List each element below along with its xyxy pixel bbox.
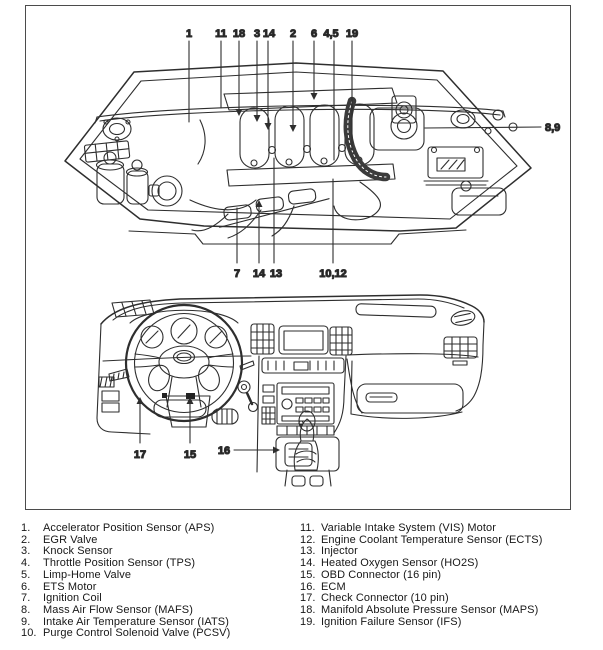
knee-pocket [154, 400, 206, 417]
legend-label: Purge Control Solenoid Valve (PCSV) [43, 627, 231, 640]
glovebox [357, 384, 463, 413]
legend-number: 19. [300, 615, 316, 628]
legend-label: Engine Coolant Temperature Sensor (ECTS) [321, 533, 543, 546]
legend-label: Limp-Home Valve [43, 568, 132, 581]
center-vent-right [330, 327, 352, 355]
radio-unit [277, 383, 334, 424]
callout-6: 6 [310, 28, 318, 40]
legend-number: 17. [300, 592, 316, 605]
legend-number: 15. [300, 568, 316, 581]
callout-15: 15 [183, 449, 197, 461]
passenger-lower-dash [347, 359, 462, 418]
dashboard-diagram [97, 295, 484, 486]
callout-17: 17 [133, 449, 147, 461]
callout-14-bottom: 14 [252, 268, 266, 280]
legend-number: 4. [21, 557, 31, 570]
ignition-key [238, 381, 258, 412]
legend-number: 2. [21, 533, 31, 546]
callout-11: 11 [215, 28, 227, 40]
tweeter-right [450, 309, 476, 328]
legend-number: 10. [21, 627, 37, 640]
legend-item [300, 523, 600, 535]
legend-item [300, 570, 600, 582]
legend-item [21, 605, 296, 617]
battery [424, 147, 488, 185]
legend-label: Variable Intake System (VIS) Motor [321, 522, 496, 534]
legend-label: Manifold Absolute Pressure Sensor (MAPS) [321, 603, 539, 616]
front-body-lip [129, 230, 466, 244]
legend-label: EGR Valve [43, 533, 98, 546]
legend-label: OBD Connector (16 pin) [321, 568, 442, 581]
legend-number: 11. [300, 522, 315, 534]
brake-booster [149, 176, 182, 206]
legend-label: Ignition Failure Sensor (IFS) [321, 615, 462, 628]
callout-2: 2 [289, 28, 297, 40]
legend-label: Mass Air Flow Sensor (MAFS) [43, 603, 194, 616]
legend-label: Heated Oxygen Sensor (HO2S) [321, 557, 479, 570]
legend-number: 3. [21, 545, 31, 558]
legend-number: 16. [300, 580, 316, 593]
legend-item [21, 628, 296, 640]
legend-label: Intake Air Temperature Sensor (IATS) [43, 615, 229, 628]
legend-item [21, 523, 296, 535]
legend-label: ETS Motor [43, 580, 97, 593]
callout-18: 18 [232, 28, 246, 40]
side-vent-right [444, 337, 477, 365]
legend-item [300, 605, 600, 617]
legend-number: 1. [21, 522, 31, 534]
callout-3: 3 [253, 28, 261, 40]
legend-label: ECM [321, 580, 346, 593]
callout-14-top: 14 [262, 28, 276, 40]
legend-label: Knock Sensor [43, 545, 113, 558]
center-stack [251, 324, 352, 486]
callout-10-12: 10,12 [319, 268, 347, 280]
heater-controls [262, 358, 344, 373]
legend-number: 18. [300, 603, 316, 616]
callout-1: 1 [185, 28, 193, 40]
strut-tower-left [103, 118, 131, 141]
legend-number: 14. [300, 557, 316, 570]
instrument-cluster [141, 318, 227, 348]
legend-column-left [21, 523, 296, 640]
leader-line-right [425, 127, 541, 128]
legend-number: 6. [21, 580, 31, 593]
headlight-switch [99, 377, 114, 387]
dash-right-end [456, 322, 484, 411]
legend-item [300, 617, 600, 629]
legend-number: 8. [21, 603, 31, 616]
legend-label: Accelerator Position Sensor (APS) [43, 522, 215, 534]
callout-19: 19 [345, 28, 359, 40]
legend-label: Ignition Coil [43, 592, 102, 605]
defroster-slot [356, 304, 436, 318]
legend-label: Throttle Position Sensor (TPS) [43, 557, 196, 570]
legend-number: 12. [300, 533, 316, 546]
legend-number: 13. [300, 545, 316, 558]
callout-8-9: 8,9 [545, 122, 561, 134]
callout-16: 16 [217, 445, 231, 457]
legend-number: 7. [21, 592, 31, 605]
legend-item [21, 570, 296, 582]
cowl-wiper-bar [95, 105, 505, 123]
legend-column-right [300, 523, 600, 628]
legend-number: 9. [21, 615, 31, 628]
reservoir-bottles [97, 152, 149, 204]
spark-plug-wires [192, 206, 294, 238]
leader-lines-top [189, 41, 352, 160]
callout-13: 13 [269, 268, 283, 280]
engine-bay-diagram [65, 63, 531, 244]
cluster-hood [130, 310, 238, 323]
callout-4-5: 4,5 [323, 28, 339, 40]
legend-number: 5. [21, 568, 31, 581]
legend-label: Check Connector (10 pin) [321, 592, 449, 605]
callout-7: 7 [233, 268, 241, 280]
legend-label: Injector [321, 545, 358, 558]
